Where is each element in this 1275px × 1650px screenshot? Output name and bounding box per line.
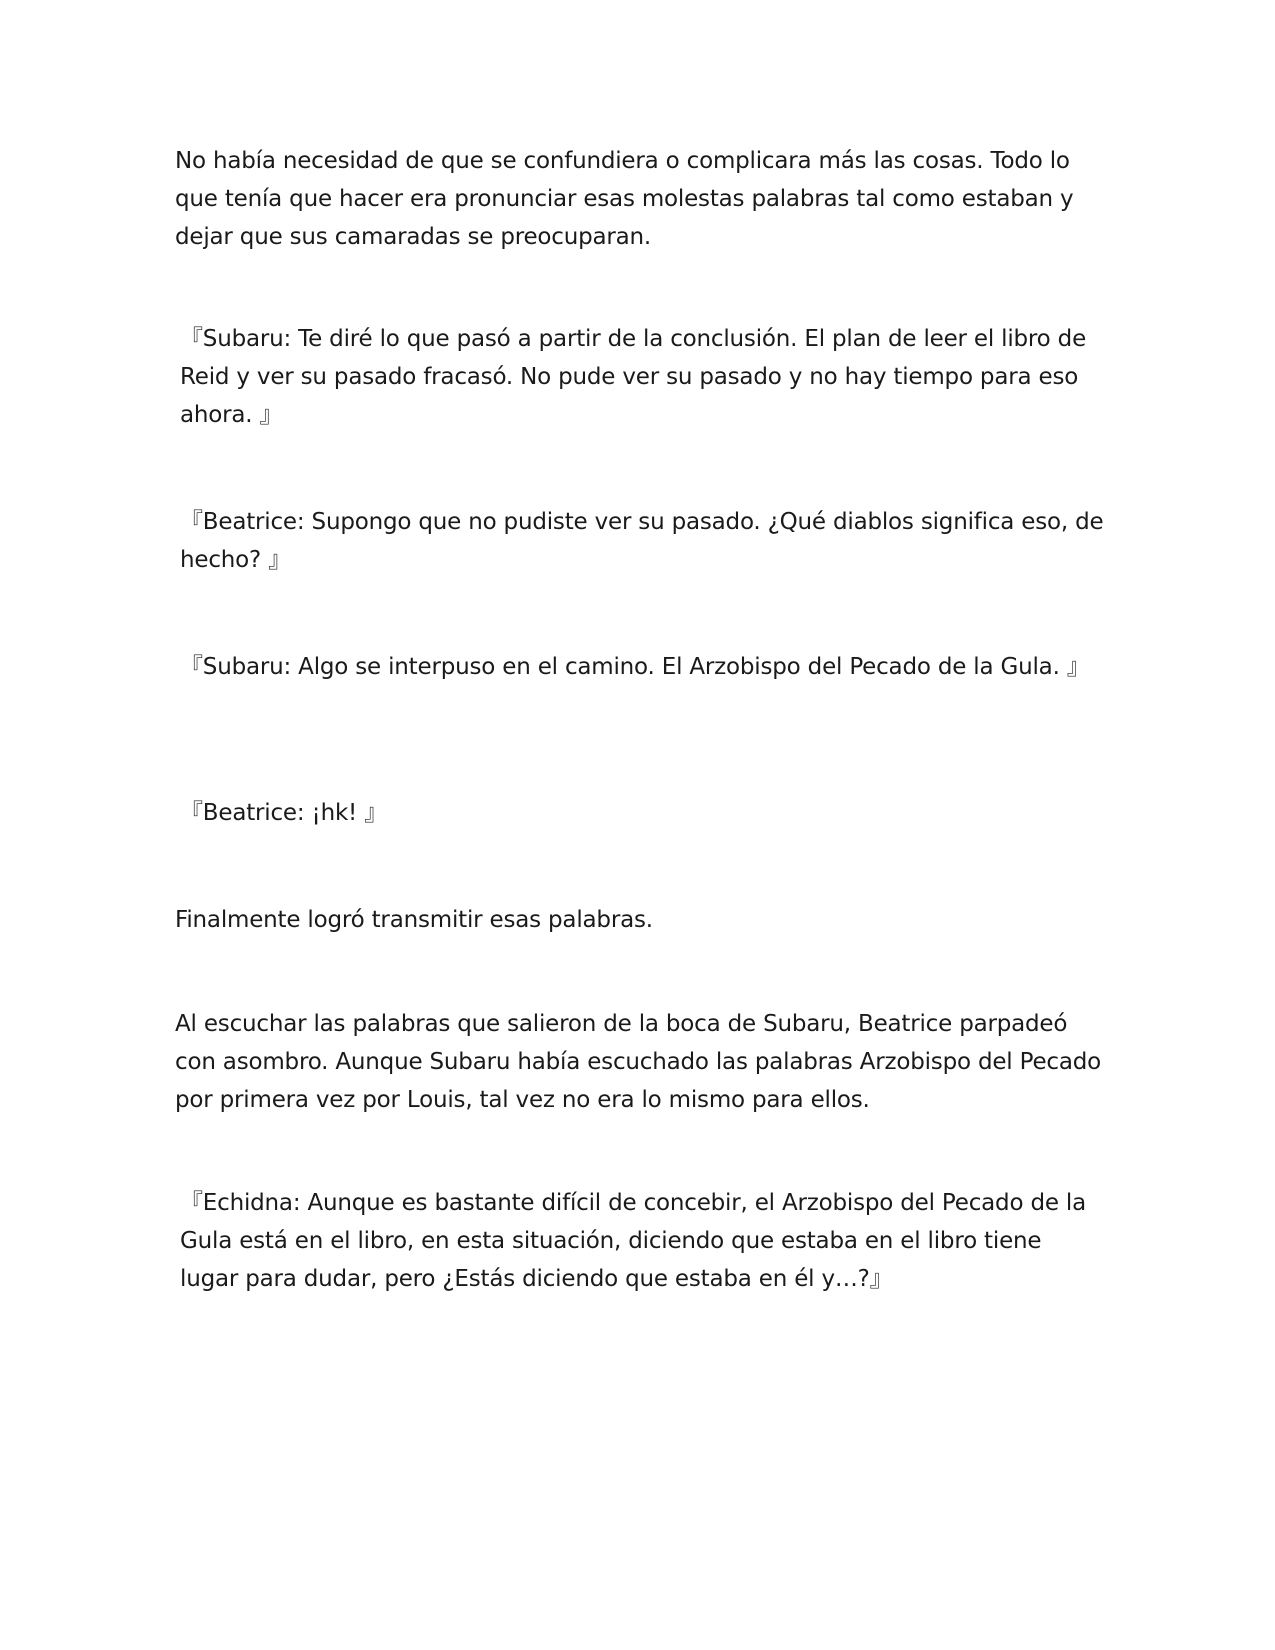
paragraph-dialogue-beatrice-1: 『Beatrice: Supongo que no pudiste ver su pasado. ¿Qué diablos significa eso, de hecho? 』 — [180, 509, 1104, 573]
paragraph-dialogue-subaru-1: 『Subaru: Te diré lo que pasó a partir de la conclusión. El plan de leer el libro de Reid y ver su pasado fracasó. No pude ver su pasado y no hay tiempo para eso ahora. 』 — [180, 326, 1087, 428]
paragraph-dialogue-subaru-2: 『Subaru: Algo se interpuso en el camino. El Arzobispo del Pecado de la Gula. 』 — [180, 654, 1090, 680]
paragraph-narration-3: Al escuchar las palabras que salieron de la boca de Subaru, Beatrice parpadeó con asombro. Aunque Subaru había escuchado las palabras Arzobispo del Pecado por primera vez por Louis, tal vez no era lo mismo para ellos. — [175, 1011, 1102, 1113]
paragraph-narration-1: No había necesidad de que se confundiera o complicara más las cosas. Todo lo que tenía que hacer era pronunciar esas molestas palabras tal como estaban y dejar que sus camaradas se preocuparan. — [175, 148, 1074, 250]
paragraph-narration-2: Finalmente logró transmitir esas palabras. — [175, 907, 653, 933]
paragraph-dialogue-beatrice-2: 『Beatrice: ¡hk! 』 — [180, 800, 387, 826]
paragraph-dialogue-echidna-1: 『Echidna: Aunque es bastante difícil de concebir, el Arzobispo del Pecado de la Gula está en el libro, en esta situación, diciendo que estaba en el libro tiene lugar para dudar, pero ¿Estás diciendo que estaba en él y…?』 — [180, 1190, 1086, 1292]
